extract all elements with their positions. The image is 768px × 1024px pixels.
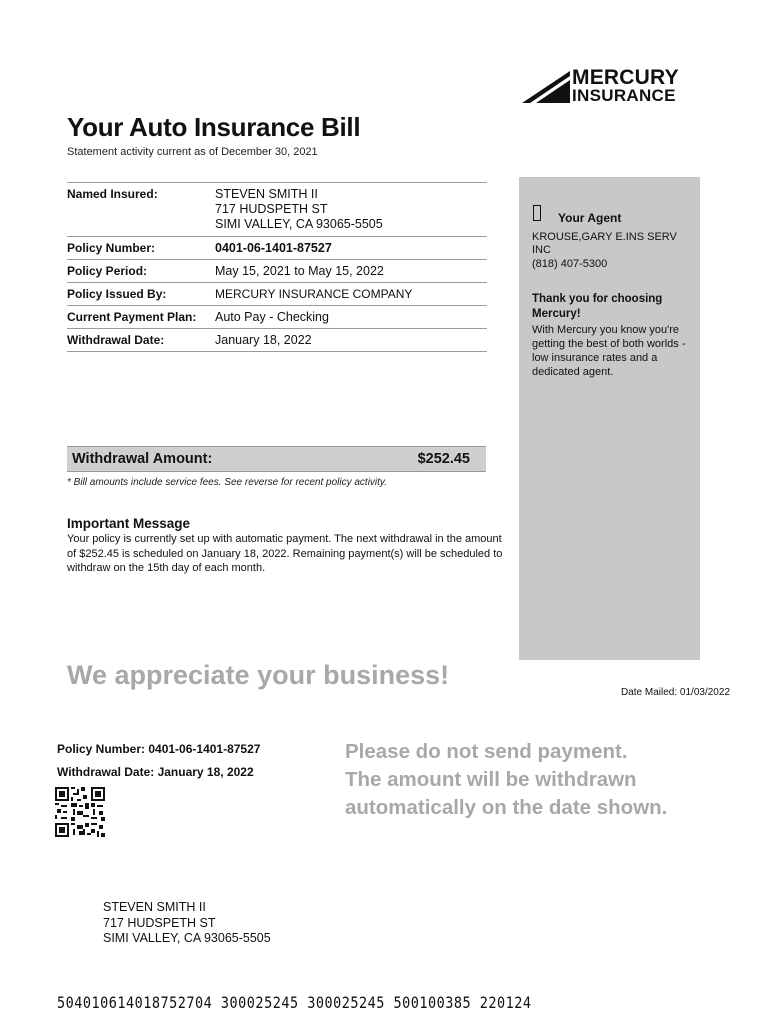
address-line: STEVEN SMITH II [103,900,206,914]
policy-number-label: Policy Number: [67,241,156,255]
scan-line: 504010614018752704 300025245 300025245 500100385 220124 [57,994,532,1013]
payment-plan-value: Auto Pay - Checking [215,310,329,324]
qr-code-icon [55,787,105,842]
policy-period-row [67,259,487,282]
address-line: 717 HUDSPETH ST [103,915,216,930]
withdrawal-amount-value: $252.45 [417,451,470,467]
no-payment-line: Please do not send payment. [345,740,628,763]
mailing-address [103,900,271,947]
address-line: SIMI VALLEY, CA 93065-5505 [103,931,271,945]
logo-word-mercury: MERCURY [572,66,679,89]
agent-phone: (818) 407-5300 [532,258,608,270]
policy-period-value: May 15, 2021 to May 15, 2022 [215,264,384,278]
thanks-heading: Thank you for choosing Mercury! [532,293,663,320]
important-message-body: Your policy is currently set up with automatic payment. The next withdrawal in the amount of $252.45 is scheduled on January 18, 2022. Remaining payment(s) will be scheduled to withdraw on the 15th day of each month. [67,533,503,574]
no-payment-line: The amount will be withdrawn [345,768,637,791]
statement-date: Statement activity current as of December 30, 2021 [67,146,318,158]
policy-number-row [67,236,487,259]
named-insured-line: STEVEN SMITH II [215,187,318,201]
mercury-logo [522,68,694,106]
named-insured-line: 717 HUDSPETH ST [215,202,328,216]
withdrawal-date-value: January 18, 2022 [215,333,312,347]
withdrawal-amount-bar [67,446,486,472]
stub-withdrawal-date: Withdrawal Date: January 18, 2022 [57,765,254,779]
named-insured-label: Named Insured: [67,187,158,201]
payment-plan-label: Current Payment Plan: [67,310,197,324]
amount-footnote: * Bill amounts include service fees. See reverse for recent policy activity. [67,477,387,488]
withdrawal-date-label: Withdrawal Date: [67,333,165,347]
issued-by-value: MERCURY INSURANCE COMPANY [215,287,413,301]
withdrawal-amount-label: Withdrawal Amount: [72,451,213,467]
issued-by-row [67,282,487,305]
mercury-logo-mark-icon [522,71,570,103]
policy-number-value: 0401-06-1401-87527 [215,241,332,255]
phone-icon [533,205,541,221]
thanks-body: With Mercury you know you're getting the best of both worlds - low insurance rates and a dedicated agent. [532,324,686,378]
logo-word-insurance: INSURANCE [572,86,676,105]
date-mailed: Date Mailed: 01/03/2022 [621,687,730,698]
stub-policy-number: Policy Number: 0401-06-1401-87527 [57,742,261,756]
named-insured-line: SIMI VALLEY, CA 93065-5505 [215,217,383,231]
appreciation-text: We appreciate your business! [67,660,450,690]
bill-title: Your Auto Insurance Bill [67,112,361,142]
important-message-heading: Important Message [67,516,191,531]
no-payment-notice [345,738,745,822]
agent-name: KROUSE,GARY E.INS SERV INC [532,231,677,256]
policy-details-table [67,182,487,352]
withdrawal-date-row [67,328,487,352]
named-insured-value [215,187,487,233]
issued-by-label: Policy Issued By: [67,287,167,301]
agent-heading: Your Agent [558,211,622,225]
no-payment-line: automatically on the date shown. [345,796,668,819]
payment-plan-row [67,305,487,328]
policy-period-label: Policy Period: [67,264,148,278]
named-insured-row [67,182,487,236]
agent-panel [519,177,700,660]
